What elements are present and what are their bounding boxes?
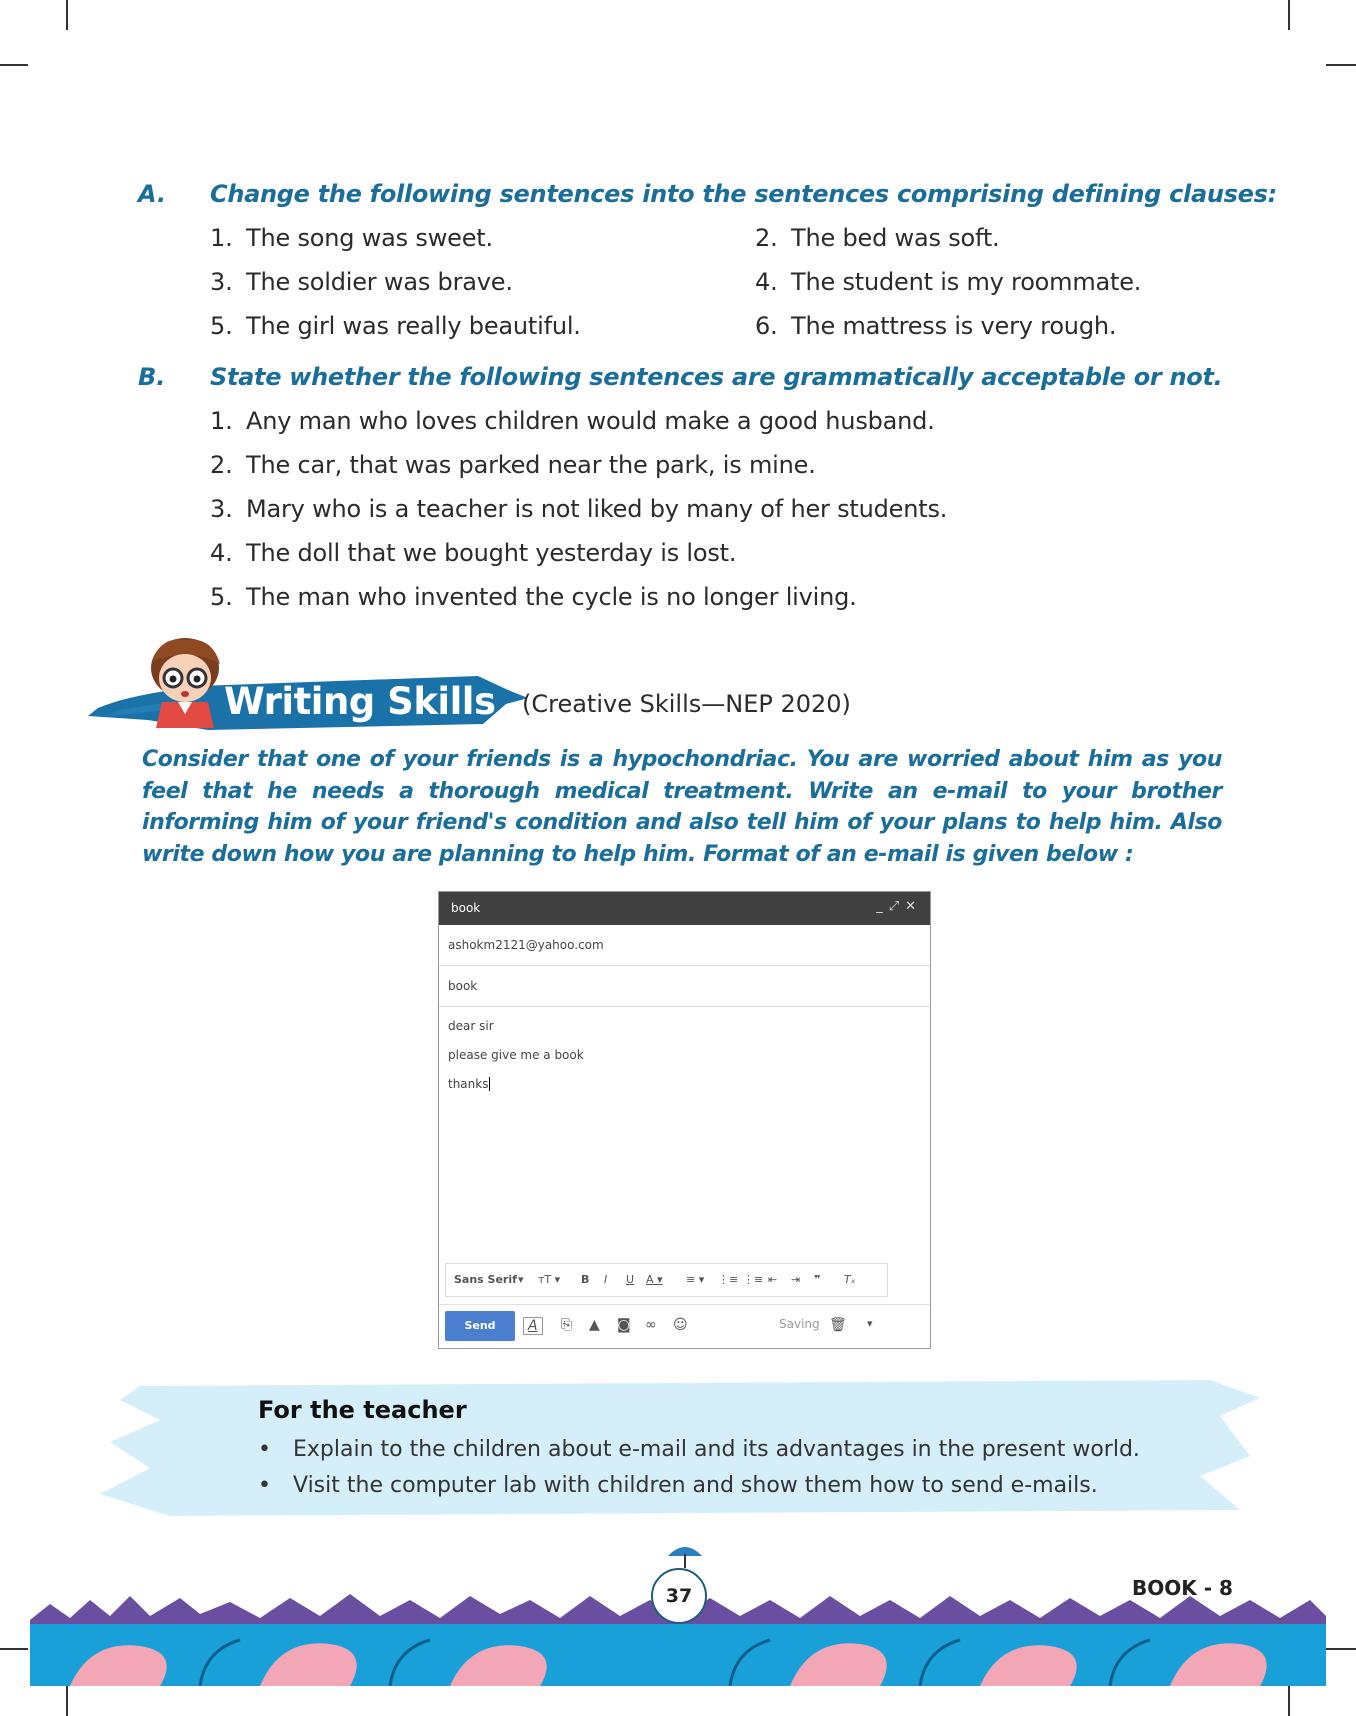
- formatting-toolbar: [445, 1263, 888, 1297]
- crop-mark-top-right: [1288, 0, 1290, 30]
- email-compose-window: [438, 891, 931, 1349]
- teacher-bullet-2: [258, 1473, 1098, 1498]
- writing-prompt: Consider that one of your friends is a hypochondriac. You are worried about him as you feel that he needs a thorough medical treatment. Write an e-mail to your brother informing him of your friend's condition and also tell him of your plans to help him. Also write down how you are planning to help him. Format of an e-mail is given below :: [142, 747, 1222, 867]
- item-text: Mary who is a teacher is not liked by many of her students.: [246, 495, 948, 523]
- send-button[interactable]: Send: [445, 1311, 515, 1341]
- item-text: The song was sweet.: [246, 224, 493, 252]
- saving-status: Saving: [779, 1317, 820, 1331]
- bullet-text: Explain to the children about e-mail and its advantages in the present world.: [293, 1437, 1140, 1462]
- text-cursor: [489, 1077, 490, 1091]
- email-body-line-3-text: thanks: [448, 1077, 489, 1091]
- item-text: The bed was soft.: [791, 224, 1000, 252]
- formatting-options-icon[interactable]: A: [523, 1317, 543, 1335]
- email-title-bar: [439, 892, 930, 925]
- section-a-item-1: [210, 224, 493, 252]
- more-options-icon[interactable]: ▾: [867, 1317, 873, 1330]
- indent-more-icon[interactable]: ⇥: [791, 1273, 801, 1286]
- italic-icon[interactable]: I: [604, 1273, 608, 1286]
- section-a-item-3: [210, 268, 513, 296]
- book-label: BOOK - 8: [1132, 1576, 1233, 1600]
- font-size-icon[interactable]: ᴛT ▾: [538, 1273, 561, 1286]
- email-body-line-1: dear sir: [448, 1019, 494, 1033]
- underline-icon[interactable]: U: [626, 1273, 635, 1286]
- crop-mark-top-left: [66, 0, 68, 30]
- writing-skills-subtitle: (Creative Skills—NEP 2020): [522, 690, 851, 718]
- crop-mark-bottom-left: [66, 1686, 68, 1716]
- item-number: 4.: [210, 539, 233, 567]
- item-number: 1.: [210, 224, 233, 252]
- crop-mark-bottom-right: [1288, 1686, 1290, 1716]
- item-text: The girl was really beautiful.: [246, 312, 581, 340]
- section-a-title: Change the following sentences into the sentences comprising defining clauses:: [210, 180, 1277, 208]
- item-number: 2.: [210, 451, 233, 479]
- item-number: 3.: [210, 268, 233, 296]
- font-dropdown-icon[interactable]: ▾: [518, 1273, 524, 1286]
- section-b-item-1: [210, 407, 935, 435]
- item-text: The man who invented the cycle is no longer living.: [246, 583, 857, 611]
- item-number: 1.: [210, 407, 233, 435]
- photo-icon[interactable]: ◙: [617, 1317, 631, 1333]
- item-number: 5.: [210, 312, 233, 340]
- crop-mark-top-left-h: [0, 64, 28, 66]
- email-body-line-3: [448, 1077, 490, 1091]
- section-a-item-4: [755, 268, 1141, 296]
- section-b-item-4: [210, 539, 736, 567]
- align-icon[interactable]: ≡ ▾: [686, 1273, 705, 1286]
- window-controls: [876, 899, 922, 914]
- close-icon[interactable]: ✕: [905, 899, 922, 914]
- email-subject-field[interactable]: book: [448, 979, 478, 993]
- item-number: 3.: [210, 495, 233, 523]
- section-a-letter: A.: [138, 180, 167, 208]
- item-text: Any man who loves children would make a good husband.: [246, 407, 935, 435]
- item-text: The doll that we bought yesterday is lost.: [246, 539, 737, 567]
- section-a-item-6: [755, 312, 1116, 340]
- bulleted-list-icon[interactable]: ⋮≡: [743, 1273, 764, 1286]
- page-number: 37: [651, 1568, 707, 1624]
- item-text: The car, that was parked near the park, is mine.: [246, 451, 816, 479]
- attach-icon[interactable]: ⎘: [561, 1317, 573, 1333]
- section-b-letter: B.: [138, 363, 166, 391]
- item-number: 5.: [210, 583, 233, 611]
- item-number: 4.: [755, 268, 778, 296]
- item-number: 2.: [755, 224, 778, 252]
- umbrella-icon: [664, 1540, 706, 1570]
- delete-icon[interactable]: 🗑: [829, 1317, 847, 1333]
- text-color-icon[interactable]: A ▾: [646, 1273, 663, 1286]
- section-b-title: State whether the following sentences are grammatically acceptable or not.: [210, 363, 1223, 391]
- font-select[interactable]: Sans Serif: [454, 1273, 517, 1286]
- student-mascot-icon: [140, 632, 230, 728]
- item-text: The soldier was brave.: [246, 268, 513, 296]
- crop-mark-bottom-right-h: [1326, 1648, 1356, 1650]
- link-icon[interactable]: ∞: [645, 1317, 657, 1333]
- email-subject-row[interactable]: [439, 966, 930, 1007]
- expand-icon[interactable]: ⤢: [888, 899, 906, 914]
- item-text: The mattress is very rough.: [791, 312, 1117, 340]
- crop-mark-top-right-h: [1326, 64, 1356, 66]
- minimize-icon[interactable]: _: [876, 899, 889, 914]
- section-a-item-2: [755, 224, 999, 252]
- item-number: 6.: [755, 312, 778, 340]
- writing-skills-title: Writing Skills: [224, 680, 496, 723]
- item-text: The student is my roommate.: [791, 268, 1142, 296]
- email-body[interactable]: [439, 1007, 930, 1269]
- bullet-text: Visit the computer lab with children and show them how to send e-mails.: [293, 1473, 1098, 1498]
- drive-icon[interactable]: ▲: [589, 1317, 600, 1333]
- email-body-line-2: please give me a book: [448, 1048, 584, 1062]
- section-a-item-5: [210, 312, 581, 340]
- email-to-row[interactable]: [439, 925, 930, 966]
- numbered-list-icon[interactable]: ⋮≡: [718, 1273, 739, 1286]
- remove-formatting-icon[interactable]: Tₓ: [844, 1273, 856, 1286]
- bold-icon[interactable]: B: [581, 1273, 590, 1286]
- emoji-icon[interactable]: ☺: [673, 1317, 688, 1333]
- bullet-icon: •: [258, 1473, 271, 1498]
- teacher-heading: For the teacher: [258, 1396, 467, 1424]
- email-to-field[interactable]: ashokm2121@yahoo.com: [448, 938, 604, 952]
- quote-icon[interactable]: ❞: [814, 1273, 821, 1286]
- email-action-bar: [439, 1304, 930, 1349]
- bullet-icon: •: [258, 1437, 271, 1462]
- indent-less-icon[interactable]: ⇤: [768, 1273, 778, 1286]
- email-window-title: book: [451, 901, 481, 915]
- section-b-item-2: [210, 451, 816, 479]
- teacher-bullet-1: [258, 1437, 1140, 1462]
- section-b-item-5: [210, 583, 857, 611]
- crop-mark-bottom-left-h: [0, 1648, 28, 1650]
- section-b-item-3: [210, 495, 947, 523]
